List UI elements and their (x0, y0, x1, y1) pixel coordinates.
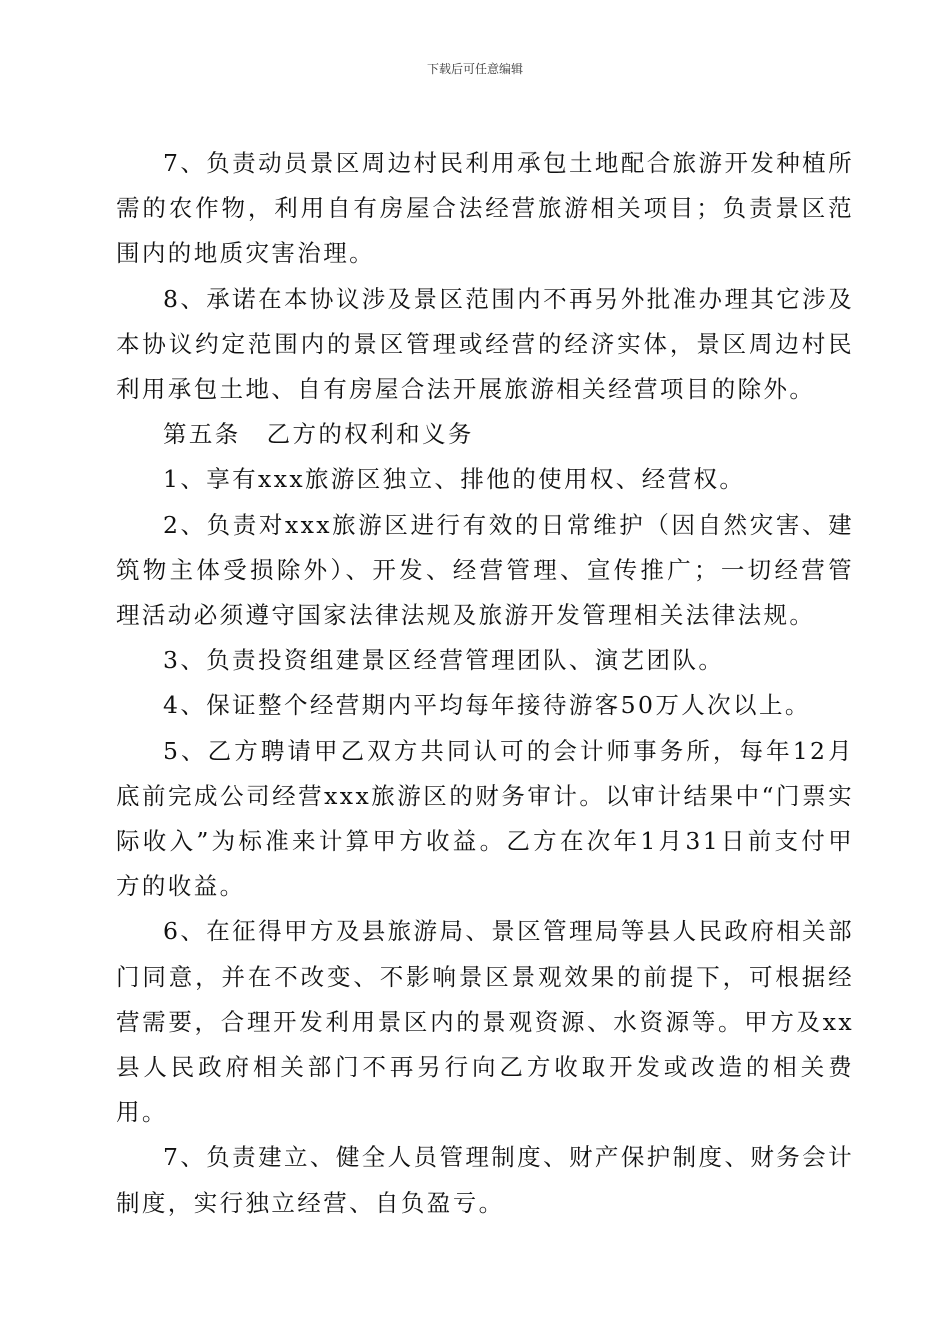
paragraph-item-7-party-a: 7、负责动员景区周边村民利用承包土地配合旅游开发种植所需的农作物，利用自有房屋合法经营旅游相关项目；负责景区范围内的地质灾害治理。 (116, 149, 854, 268)
paragraph-item-6-party-b: 6、在征得甲方及县旅游局、景区管理局等县人民政府相关部门同意，并在不改变、不影响景区景观效果的前提下，可根据经营需要，合理开发利用景区内的景观资源、水资源等。甲方及xx县人民政府相关部门不再另行向乙方收取开发或改造的相关费用。 (116, 917, 854, 1127)
paragraph-item-5-party-b: 5、乙方聘请甲乙双方共同认可的会计师事务所，每年12月底前完成公司经营xxx旅游区的财务审计。以审计结果中“门票实际收入”为标准来计算甲方收益。乙方在次年1月31日前支付甲方的收益。 (116, 736, 854, 901)
paragraph-item-1-party-b: 1、享有xxx旅游区独立、排他的使用权、经营权。 (163, 465, 746, 494)
header-note: 下载后可任意编辑 (426, 62, 523, 76)
section-heading-article-5: 第五条 乙方的权利和义务 (163, 420, 474, 449)
paragraph-item-8-party-a: 8、承诺在本协议涉及景区范围内不再另外批准办理其它涉及本协议约定范围内的景区管理或经营的经济实体，景区周边村民利用承包土地、自有房屋合法开展旅游相关经营项目的除外。 (116, 284, 854, 404)
paragraph-item-4-party-b: 4、保证整个经营期内平均每年接待游客50万人次以上。 (163, 691, 811, 720)
paragraph-item-3-party-b: 3、负责投资组建景区经营管理团队、演艺团队。 (163, 646, 725, 675)
paragraph-item-7-party-b: 7、负责建立、健全人员管理制度、财产保护制度、财务会计制度，实行独立经营、自负盈亏。 (116, 1143, 854, 1217)
paragraph-item-2-party-b: 2、负责对xxx旅游区进行有效的日常维护（因自然灾害、建筑物主体受损除外）、开发、经营管理、宣传推广；一切经营管理活动必须遵守国家法律法规及旅游开发管理相关法律法规。 (116, 510, 854, 630)
document-body (116, 141, 854, 1226)
